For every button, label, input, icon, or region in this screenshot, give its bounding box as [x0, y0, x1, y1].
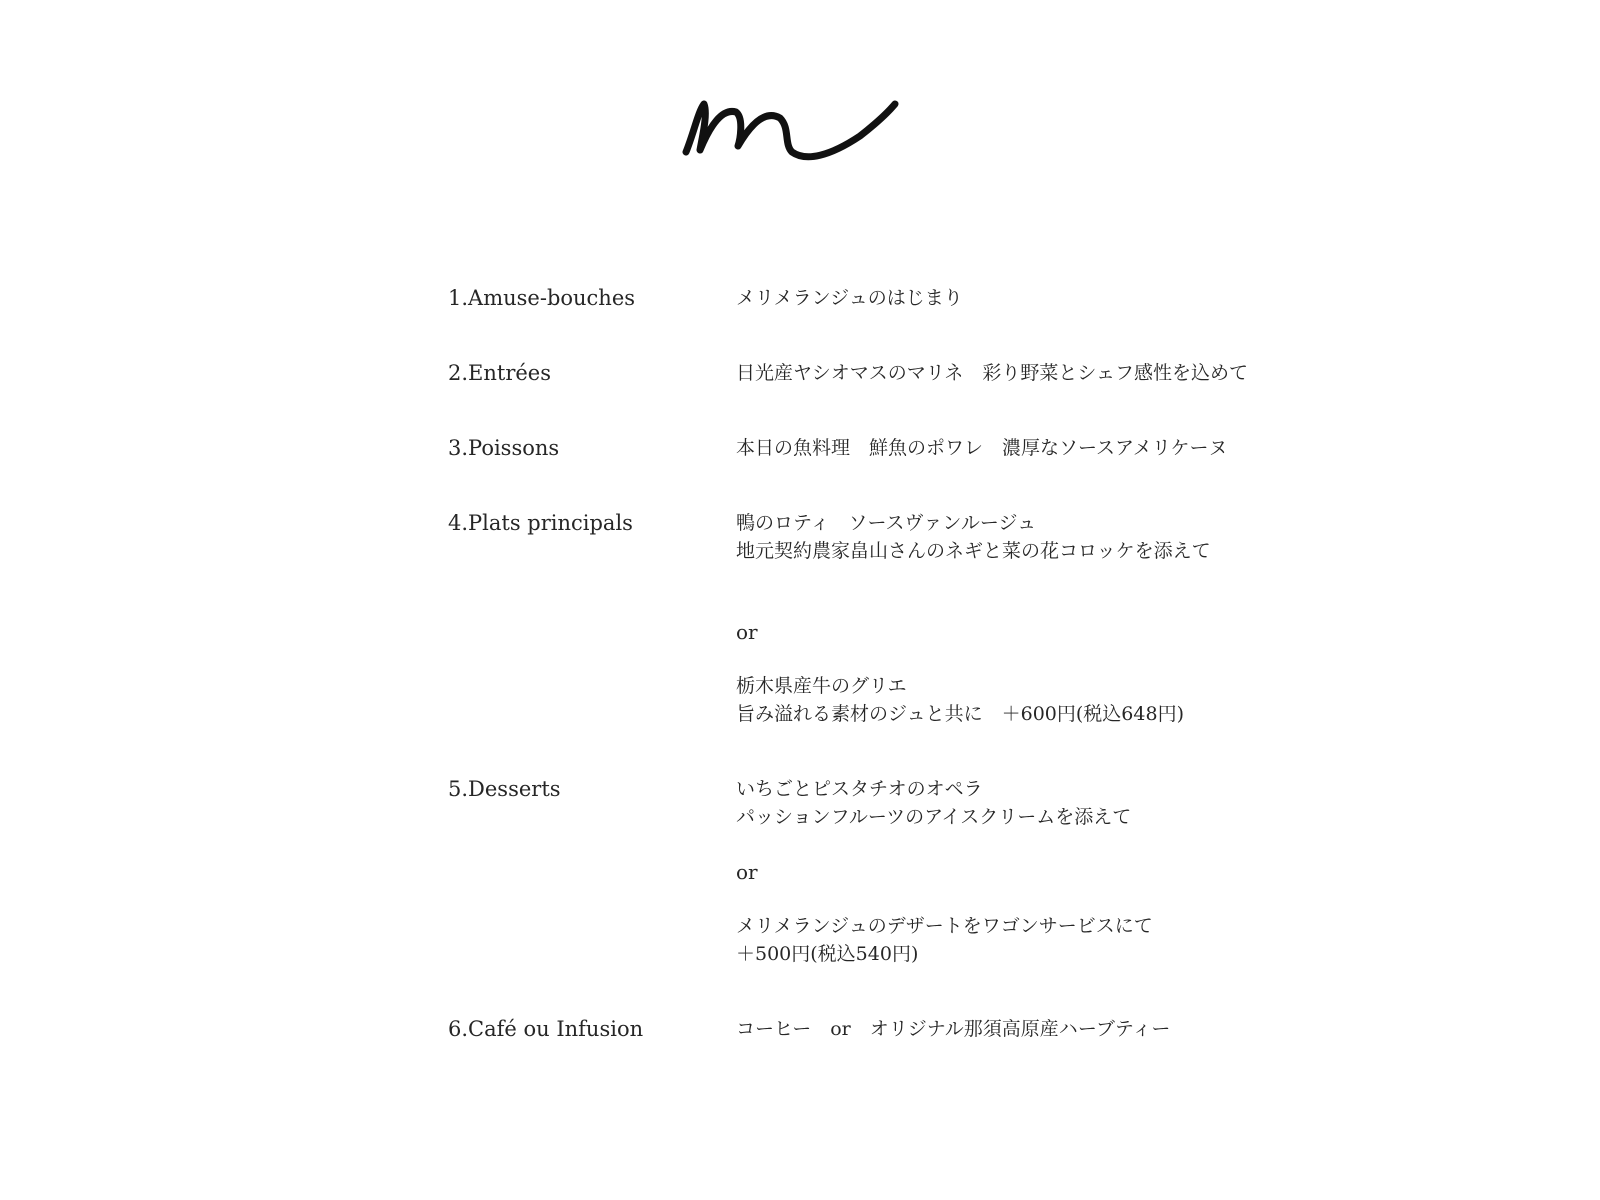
course-4-line-1: 鴨のロティ ソースヴァンルージュ — [736, 512, 1037, 534]
course-5-line-4: ＋500円(税込540円) — [736, 943, 919, 965]
course-4-line-3: 栃木県産牛のグリエ — [736, 675, 907, 697]
course-4-or: or — [736, 620, 758, 644]
course-1-name: 1.Amuse-bouches — [448, 286, 636, 310]
course-2-line-1: 日光産ヤシオマスのマリネ 彩り野菜とシェフ感性を込めて — [736, 362, 1249, 384]
course-4-line-2: 地元契約農家畠山さんのネギと菜の花コロッケを添えて — [736, 540, 1211, 562]
course-5-line-1: いちごとピスタチオのオペラ — [736, 778, 983, 800]
course-3-name: 3.Poissons — [448, 436, 560, 460]
course-4-line-4: 旨み溢れる素材のジュと共に ＋600円(税込648円) — [736, 703, 1184, 725]
course-5-line-3: メリメランジュのデザートをワゴンサービスにて — [736, 915, 1153, 937]
course-2-name: 2.Entrées — [448, 361, 552, 385]
course-5-line-2: パッションフルーツのアイスクリームを添えて — [736, 806, 1132, 828]
course-6-name: 6.Café ou Infusion — [448, 1017, 644, 1041]
course-6-line-1: コーヒー or オリジナル那須高原産ハーブティー — [736, 1018, 1171, 1040]
course-3-line-1: 本日の魚料理 鮮魚のポワレ 濃厚なソースアメリケーヌ — [736, 437, 1228, 459]
course-5-or: or — [736, 860, 758, 884]
course-5-name: 5.Desserts — [448, 777, 561, 801]
course-1-line-1: メリメランジュのはじまり — [736, 287, 963, 309]
course-4-name: 4.Plats principals — [448, 511, 633, 535]
